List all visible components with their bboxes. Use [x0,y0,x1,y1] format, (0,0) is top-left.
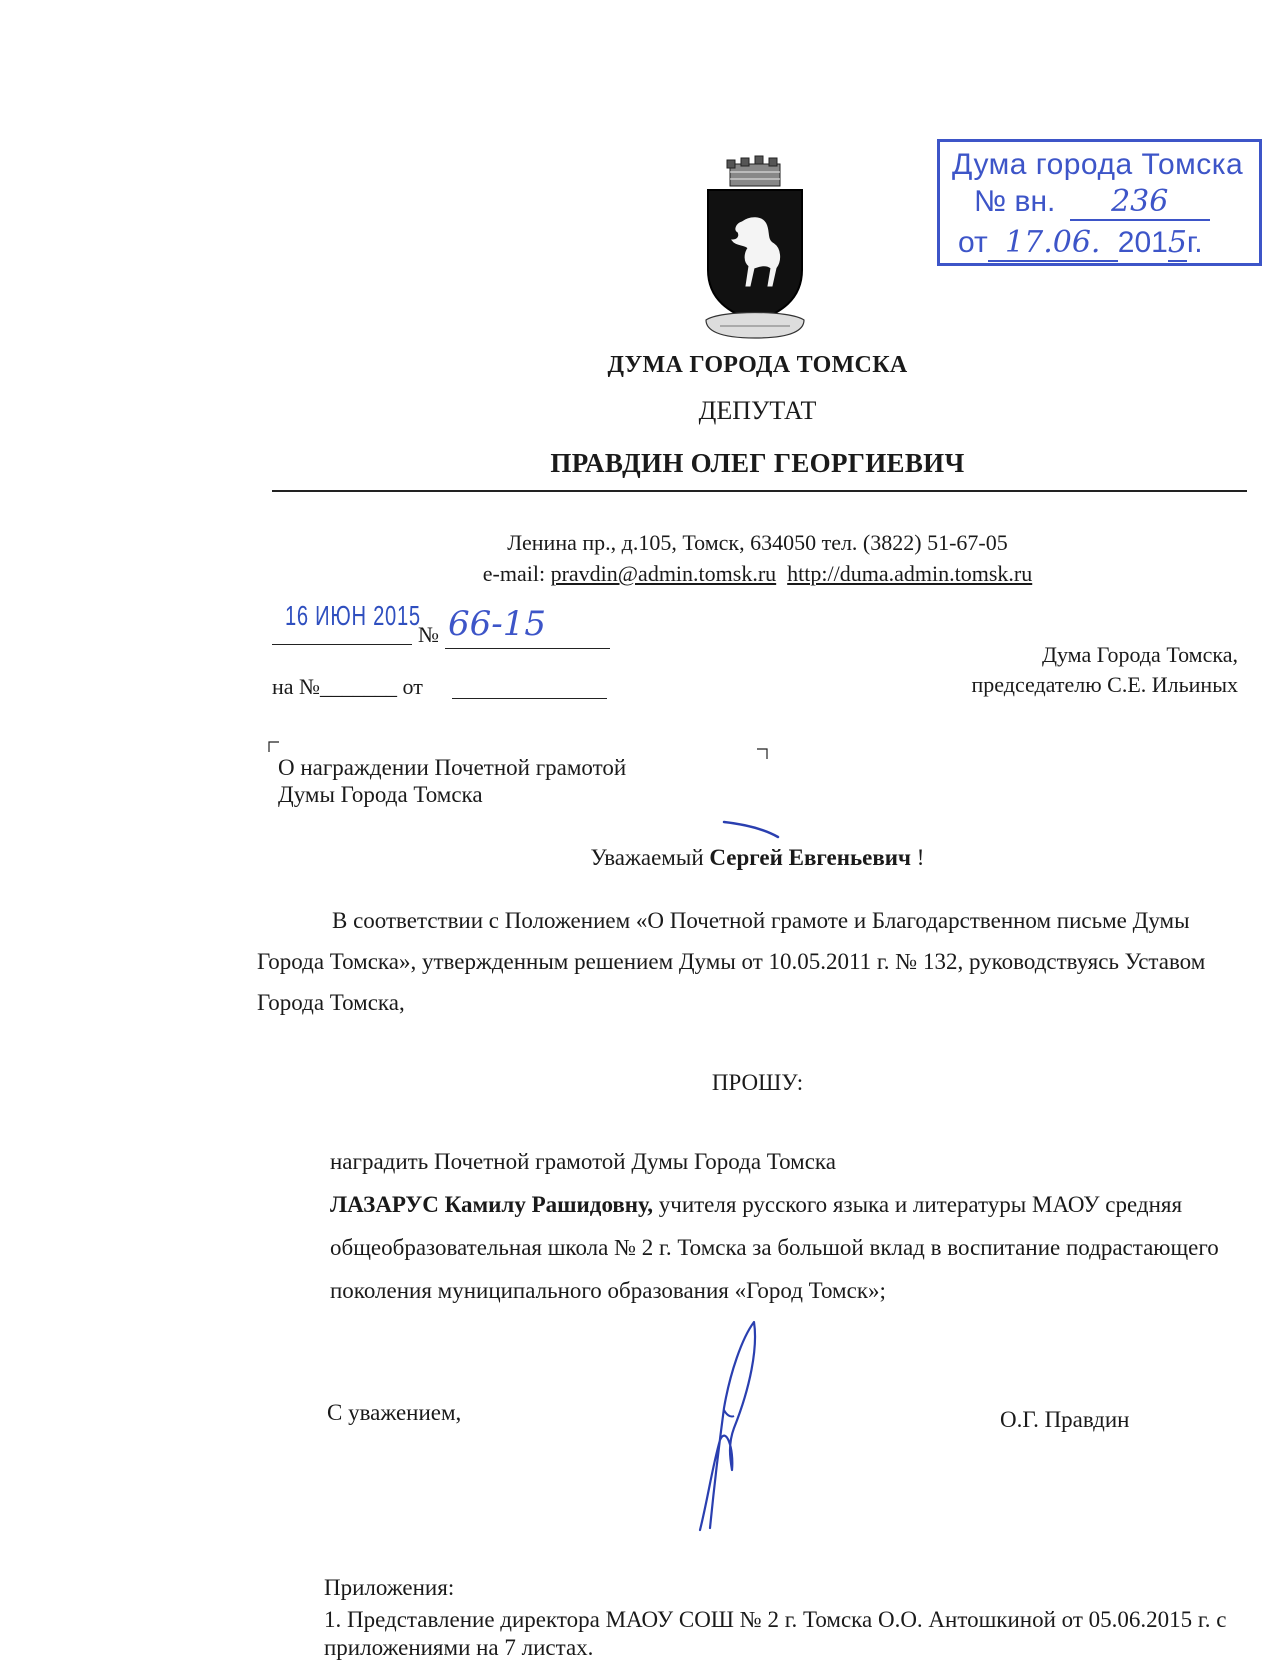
salutation-suffix: ! [916,845,925,870]
header-institution: ДУМА ГОРОДА ТОМСКА [607,352,908,378]
outgoing-date-stamp: 16 ИЮН 2015 [285,600,421,631]
header-divider [272,490,1247,492]
stamp-reg-number: 236 [1111,184,1169,219]
award-name: ЛАЗАРУС Камилу Рашидовну, [330,1192,653,1217]
stamp-reg-label: № вн. [974,185,1056,218]
registration-stamp [937,139,1262,266]
email-link[interactable]: pravdin@admin.tomsk.ru [550,561,777,586]
handwritten-mark [722,818,782,840]
stamp-org: Дума города Томска [952,148,1244,181]
subject-block [278,754,626,808]
contact-line [0,561,1275,587]
stamp-date-value: 17.06. [1005,225,1101,260]
stamp-date-line [958,225,1203,262]
salutation [0,845,1275,871]
recipient-block [972,640,1238,700]
signer-name: О.Г. Правдин [1000,1407,1130,1432]
stamp-year-suffix: 5 [1167,225,1187,260]
coat-of-arms-emblem [700,150,810,345]
subject-line-2: Думы Города Томска [278,782,483,807]
reply-to-line: на №_______ от [272,674,423,699]
stamp-year-prefix: 201 [1117,226,1168,259]
header-role: ДЕПУТАТ [698,396,817,425]
outgoing-number: 66-15 [448,604,547,644]
email-label: e-mail: [482,561,546,586]
award-text: учителя русского языка и литературы МАОУ средняя общеобразовательная школа № 2 г. Томска за большой вклад в воспитание подрастающего поколения муниципального образования «Город Томск»; [330,1192,1219,1303]
outgoing-number-sign: № [418,622,439,647]
award-intro: наградить Почетной грамотой Думы Города Томска [330,1149,836,1174]
reply-date-underline [452,698,607,699]
recipient-line-1: Дума Города Томска, [1041,642,1238,667]
signature [660,1318,770,1538]
crown-icon [727,156,780,186]
stamp-year-unit: г. [1186,226,1203,259]
header-name: ПРАВДИН ОЛЕГ ГЕОРГИЕВИЧ [550,448,965,478]
stamp-date-label: от [958,226,988,259]
request-heading: ПРОШУ: [711,1070,804,1095]
outgoing-date-underline [272,644,412,645]
attachments-title: Приложения: [324,1575,455,1600]
corner-mark-left [268,741,280,753]
salutation-prefix: Уважаемый [590,845,704,870]
award-details [330,1183,1250,1312]
award-block [330,1140,1250,1312]
website-link[interactable]: http://duma.admin.tomsk.ru [787,561,1033,586]
outgoing-number-underline [445,648,610,649]
body-paragraph: В соответствии с Положением «О Почетной грамоте и Благодарственном письме Думы Города Томска», утвержденным решением Думы от 10.05.2011 г. № 132, руководствуясь Уставом Города Томска, [257,908,1206,1015]
salutation-name: Сергей Евгеньевич [709,845,912,870]
ribbon-icon [706,313,804,339]
corner-mark-right [756,748,768,760]
recipient-line-2: председателю С.Е. Ильиных [971,672,1238,697]
subject-line-1: О награждении Почетной грамотой [278,755,627,780]
closing: С уважением, [327,1400,462,1425]
attachment-item: 1. Представление директора МАОУ СОШ № 2 г. Томска О.О. Антошкиной от 05.06.2015 г. с приложениями на 7 листах. [324,1607,1227,1660]
stamp-reg-line [974,184,1210,221]
contact-address: Ленина пр., д.105, Томск, 634050 тел. (3822) 51-67-05 [507,530,1008,555]
